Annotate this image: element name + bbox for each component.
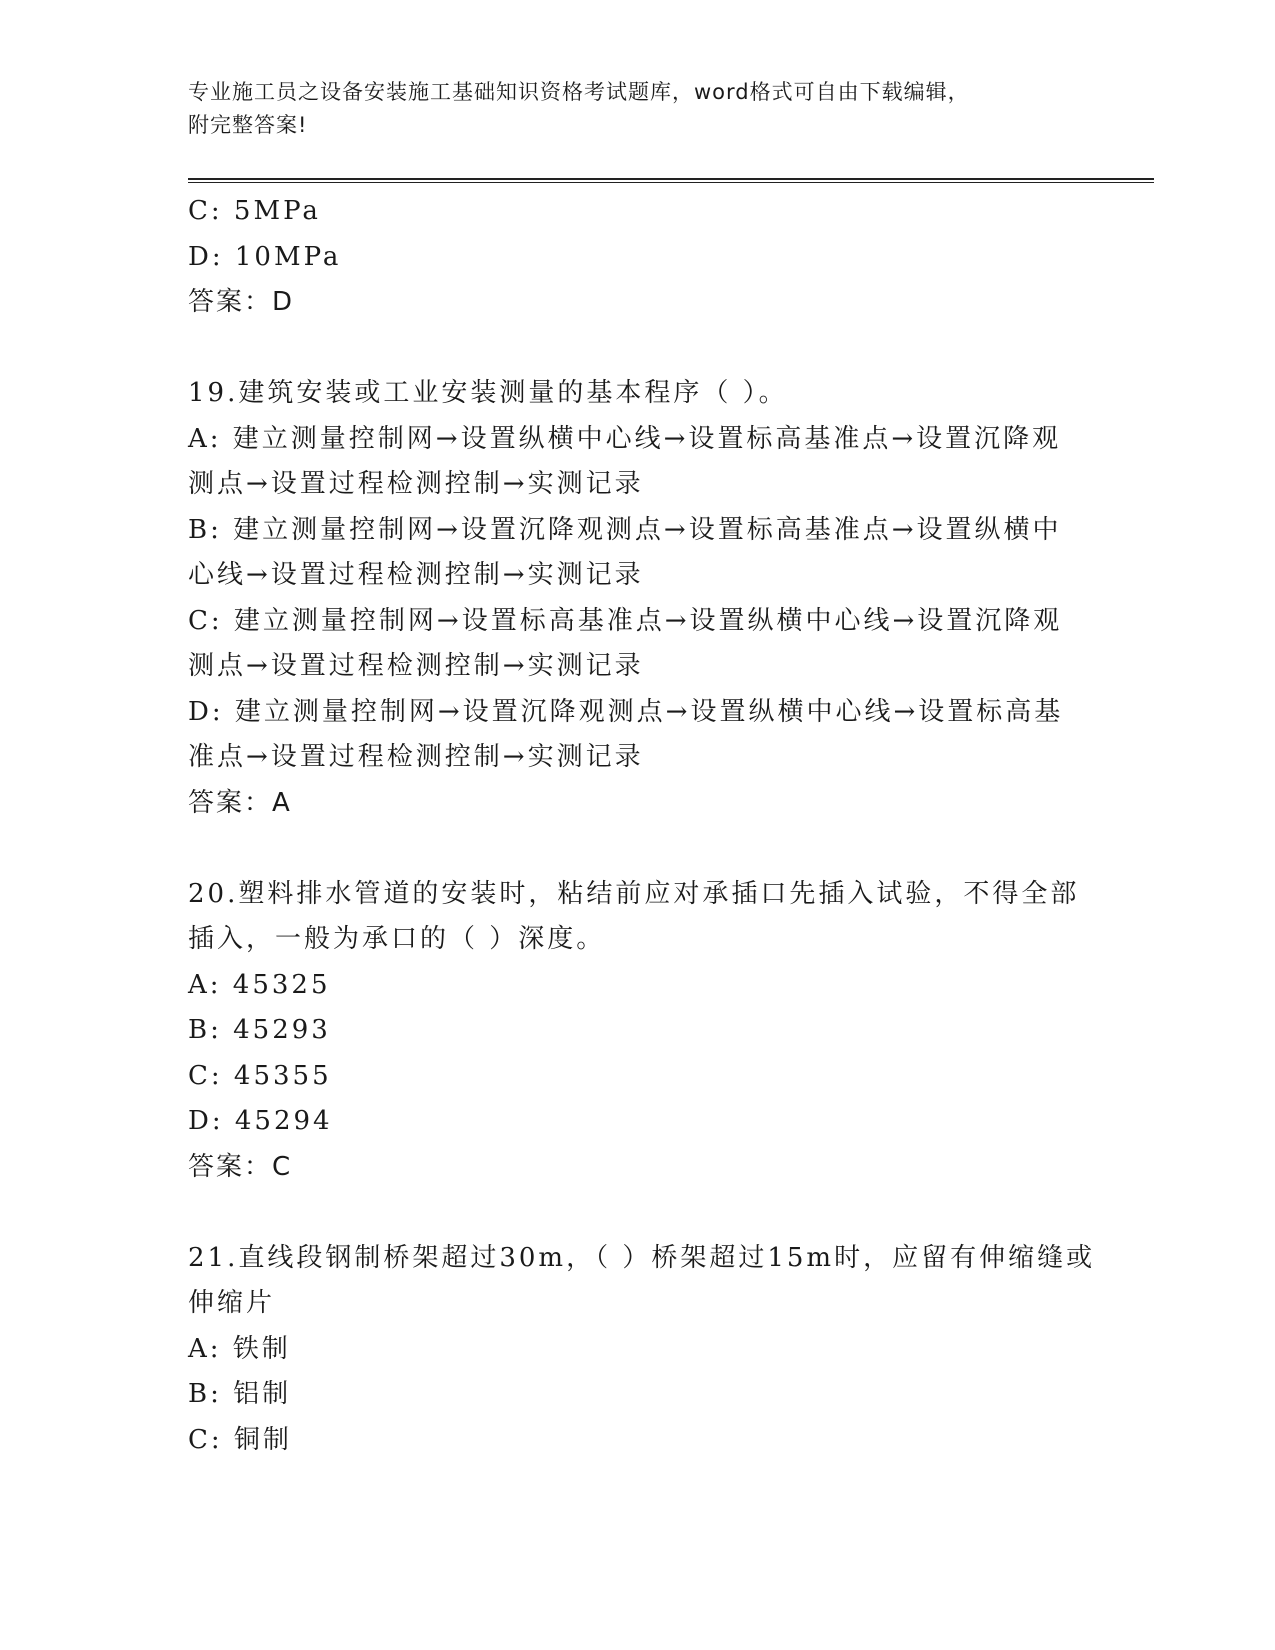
question-21-stem-cont: 伸缩片 [188, 1288, 276, 1318]
question-20-option-a: A: 45325 [188, 969, 331, 1000]
spacer [188, 826, 1088, 872]
question-21-option-b: B: 铝制 [188, 1379, 292, 1409]
question-20-option-b: B: 45293 [188, 1015, 331, 1045]
question-19-option-c: C: 建立测量控制网→设置标高基准点→设置纵横中心线→设置沉降观 [188, 605, 1063, 636]
question-19-stem: 19.建筑安装或工业安装测量的基本程序（ ）。 [188, 378, 788, 408]
option-c: C: 5MPa [188, 196, 321, 226]
header-line-2: 附完整答案! [188, 113, 308, 137]
question-20-option-d: D: 45294 [188, 1106, 333, 1136]
question-20-option-c: C: 45355 [188, 1060, 332, 1091]
answer-line: 答案：D [188, 287, 295, 317]
question-21-option-a: A: 铁制 [188, 1333, 291, 1364]
question-19-option-a: A: 建立测量控制网→设置纵横中心线→设置标高基准点→设置沉降观 [188, 423, 1062, 454]
question-20-answer: 答案：C [188, 1151, 293, 1182]
question-19-answer: 答案：A [188, 787, 292, 818]
page-header [188, 76, 1068, 142]
question-21-stem: 21.直线段钢制桥架超过30m，（ ）桥架超过15m时，应留有伸缩缝或 [188, 1242, 1096, 1273]
question-19-option-b: B: 建立测量控制网→设置沉降观测点→设置标高基准点→设置纵横中 [188, 514, 1062, 545]
question-19-option-d: D: 建立测量控制网→设置沉降观测点→设置纵横中心线→设置标高基 [188, 696, 1064, 727]
question-19-option-c-cont: 测点→设置过程检测控制→实测记录 [188, 651, 644, 681]
question-20-stem-cont: 插入，一般为承口的（ ）深度。 [188, 924, 606, 954]
question-19-option-a-cont: 测点→设置过程检测控制→实测记录 [188, 469, 644, 499]
option-d: D: 10MPa [188, 241, 342, 272]
header-divider-thick [188, 178, 1154, 180]
question-20-stem: 20.塑料排水管道的安装时，粘结前应对承插口先插入试验，不得全部 [188, 878, 1080, 909]
spacer [188, 326, 1088, 372]
header-line-1: 专业施工员之设备安装施工基础知识资格考试题库，word格式可自由下载编辑， [188, 80, 970, 104]
question-21-option-c: C: 铜制 [188, 1424, 292, 1455]
question-content [188, 189, 1096, 1463]
header-divider-thin [188, 182, 1154, 183]
question-19-option-b-cont: 心线→设置过程检测控制→实测记录 [188, 560, 644, 590]
spacer [188, 1190, 1088, 1236]
question-19-option-d-cont: 准点→设置过程检测控制→实测记录 [188, 742, 644, 772]
